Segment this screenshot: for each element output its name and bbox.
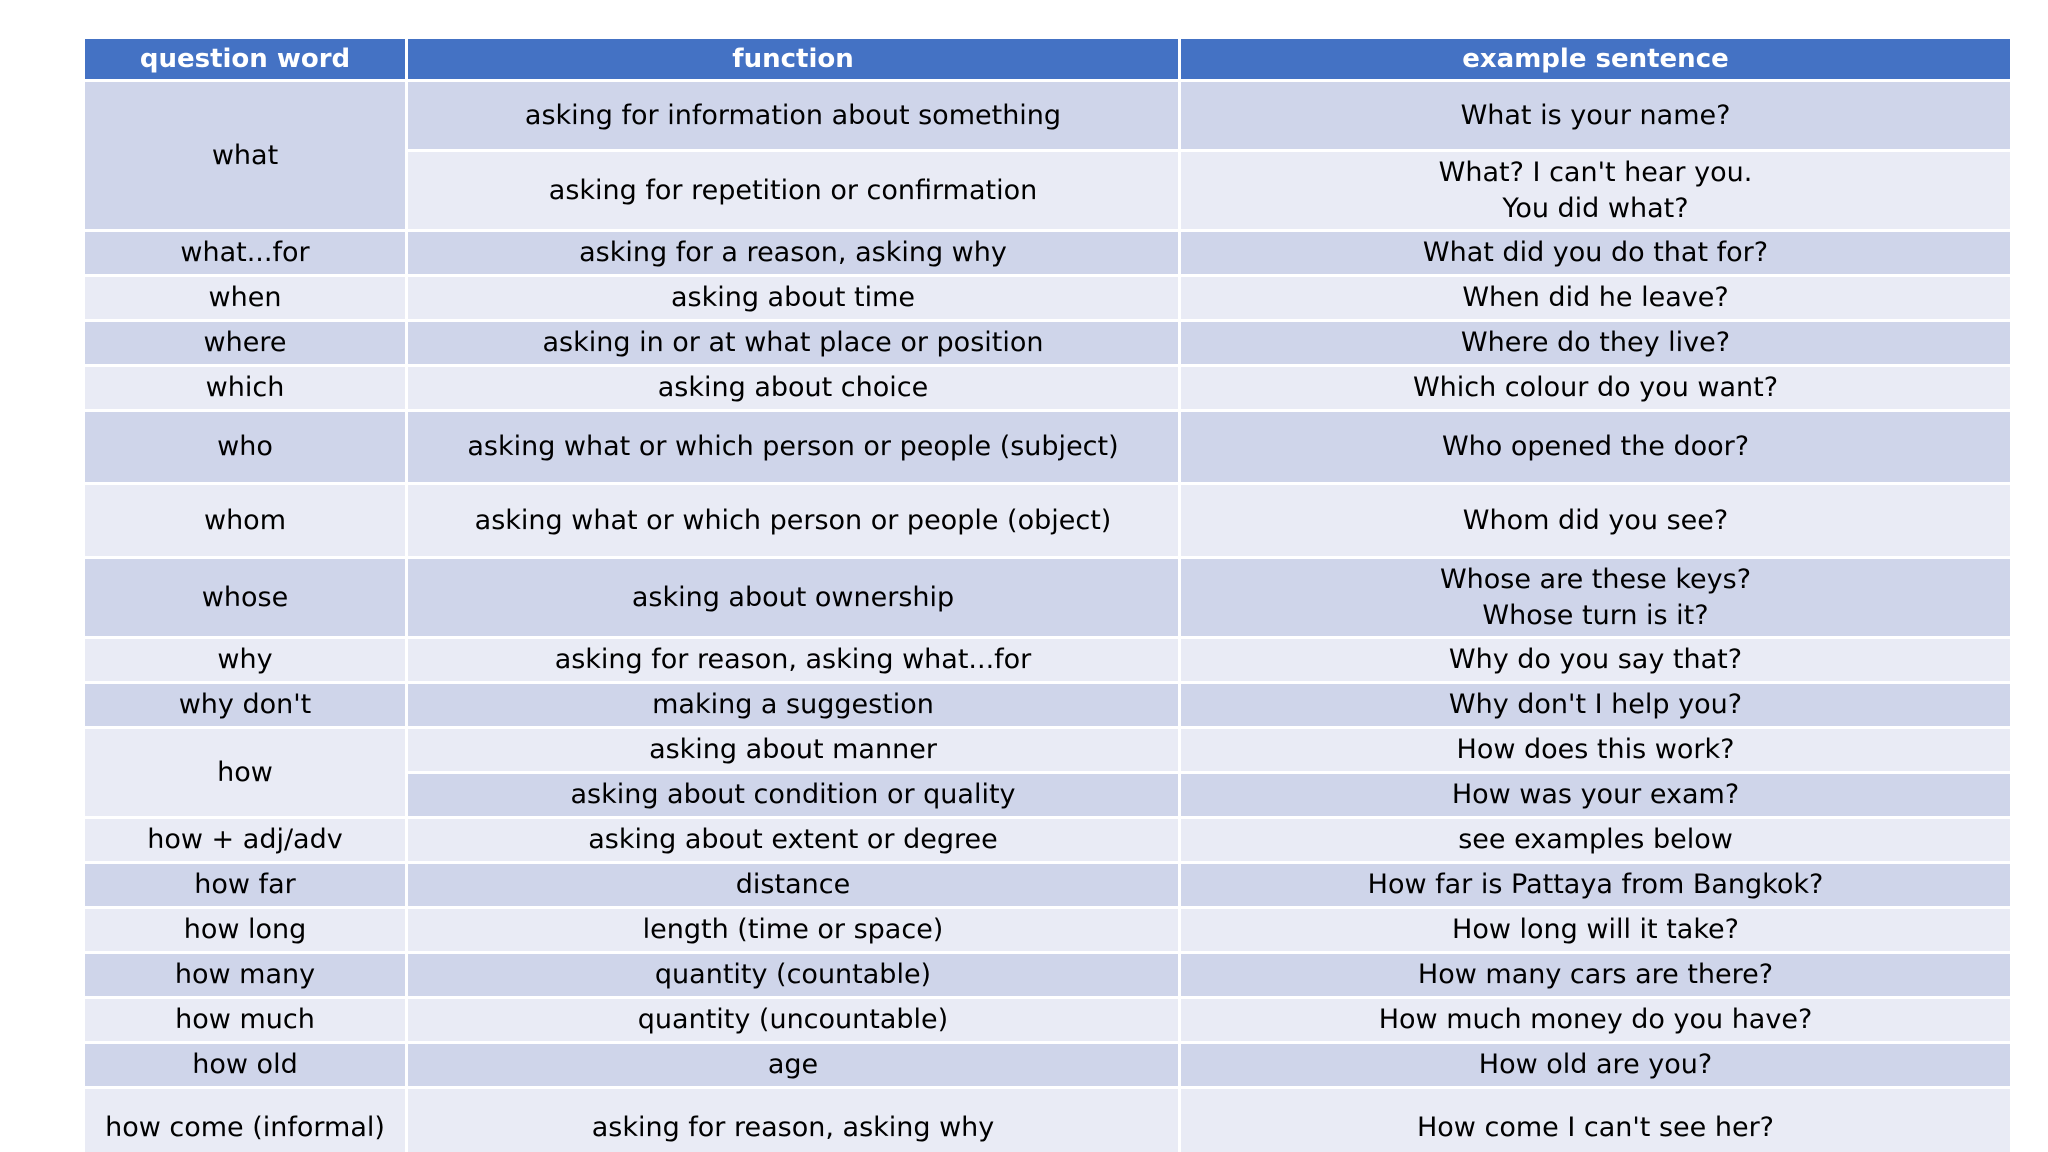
table-row: [84, 818, 2012, 863]
example-cell: How does this work?: [1180, 728, 2012, 773]
example-cell: How many cars are there?: [1180, 953, 2012, 998]
function-cell: asking what or which person or people (subject): [407, 411, 1180, 484]
example-cell: Which colour do you want?: [1180, 366, 2012, 411]
function-cell: asking about condition or quality: [407, 773, 1180, 818]
function-cell: quantity (countable): [407, 953, 1180, 998]
example-cell: How was your exam?: [1180, 773, 2012, 818]
example-line: Whose are these keys?: [1439, 563, 1752, 595]
example-line: You did what?: [1502, 192, 1689, 224]
example-cell: [1180, 558, 2012, 638]
table-row: [84, 558, 2012, 638]
question-word-cell: how old: [84, 1043, 407, 1088]
table-row: [84, 411, 2012, 484]
question-word-cell: why don't: [84, 683, 407, 728]
question-word-cell: whom: [84, 484, 407, 558]
question-word-cell: when: [84, 276, 407, 321]
example-cell: Whom did you see?: [1180, 484, 2012, 558]
function-cell: age: [407, 1043, 1180, 1088]
table-row: [84, 231, 2012, 276]
table-row: [84, 998, 2012, 1043]
example-cell: Where do they live?: [1180, 321, 2012, 366]
header-function: function: [407, 38, 1180, 81]
example-cell: [1180, 151, 2012, 231]
example-cell: Why don't I help you?: [1180, 683, 2012, 728]
question-word-cell: which: [84, 366, 407, 411]
table-row: [84, 728, 2012, 773]
function-cell: asking for reason, asking what...for: [407, 638, 1180, 683]
table-row: [84, 366, 2012, 411]
example-cell: How far is Pattaya from Bangkok?: [1180, 863, 2012, 908]
table-row: [84, 863, 2012, 908]
function-cell: asking about choice: [407, 366, 1180, 411]
table-row: [84, 484, 2012, 558]
question-word-cell: how long: [84, 908, 407, 953]
question-word-cell: where: [84, 321, 407, 366]
function-cell: asking in or at what place or position: [407, 321, 1180, 366]
question-word-cell: how + adj/adv: [84, 818, 407, 863]
function-cell: asking for reason, asking why: [407, 1088, 1180, 1152]
table-row: [84, 276, 2012, 321]
question-word-cell: what: [84, 81, 407, 231]
question-word-cell: how: [84, 728, 407, 818]
question-word-cell: how come (informal): [84, 1088, 407, 1152]
function-cell: asking about manner: [407, 728, 1180, 773]
question-word-cell: how many: [84, 953, 407, 998]
question-words-table: [82, 36, 2013, 1152]
function-cell: asking for repetition or confirmation: [407, 151, 1180, 231]
question-word-cell: how much: [84, 998, 407, 1043]
table-row: [84, 638, 2012, 683]
example-cell: What is your name?: [1180, 81, 2012, 151]
example-cell: see examples below: [1180, 818, 2012, 863]
question-word-cell: why: [84, 638, 407, 683]
table-row: [84, 908, 2012, 953]
question-word-cell: whose: [84, 558, 407, 638]
function-cell: asking for information about something: [407, 81, 1180, 151]
function-cell: asking for a reason, asking why: [407, 231, 1180, 276]
question-word-cell: how far: [84, 863, 407, 908]
example-cell: How long will it take?: [1180, 908, 2012, 953]
function-cell: quantity (uncountable): [407, 998, 1180, 1043]
table-row: [84, 683, 2012, 728]
example-cell: How old are you?: [1180, 1043, 2012, 1088]
function-cell: asking what or which person or people (object): [407, 484, 1180, 558]
example-cell: What did you do that for?: [1180, 231, 2012, 276]
example-cell: Who opened the door?: [1180, 411, 2012, 484]
function-cell: distance: [407, 863, 1180, 908]
example-line: Whose turn is it?: [1482, 599, 1709, 631]
example-cell: When did he leave?: [1180, 276, 2012, 321]
function-cell: making a suggestion: [407, 683, 1180, 728]
table-row: [84, 321, 2012, 366]
table-row: [84, 1088, 2012, 1152]
question-word-cell: who: [84, 411, 407, 484]
table-header-row: [84, 38, 2012, 81]
example-cell: Why do you say that?: [1180, 638, 2012, 683]
header-example-sentence: example sentence: [1180, 38, 2012, 81]
example-cell: How much money do you have?: [1180, 998, 2012, 1043]
table-row: [84, 1043, 2012, 1088]
header-question-word: question word: [84, 38, 407, 81]
function-cell: asking about extent or degree: [407, 818, 1180, 863]
table-row: [84, 953, 2012, 998]
table-row: [84, 81, 2012, 151]
function-cell: asking about ownership: [407, 558, 1180, 638]
example-line: What? I can't hear you.: [1438, 156, 1753, 188]
function-cell: length (time or space): [407, 908, 1180, 953]
function-cell: asking about time: [407, 276, 1180, 321]
example-cell: How come I can't see her?: [1180, 1088, 2012, 1152]
question-word-cell: what...for: [84, 231, 407, 276]
